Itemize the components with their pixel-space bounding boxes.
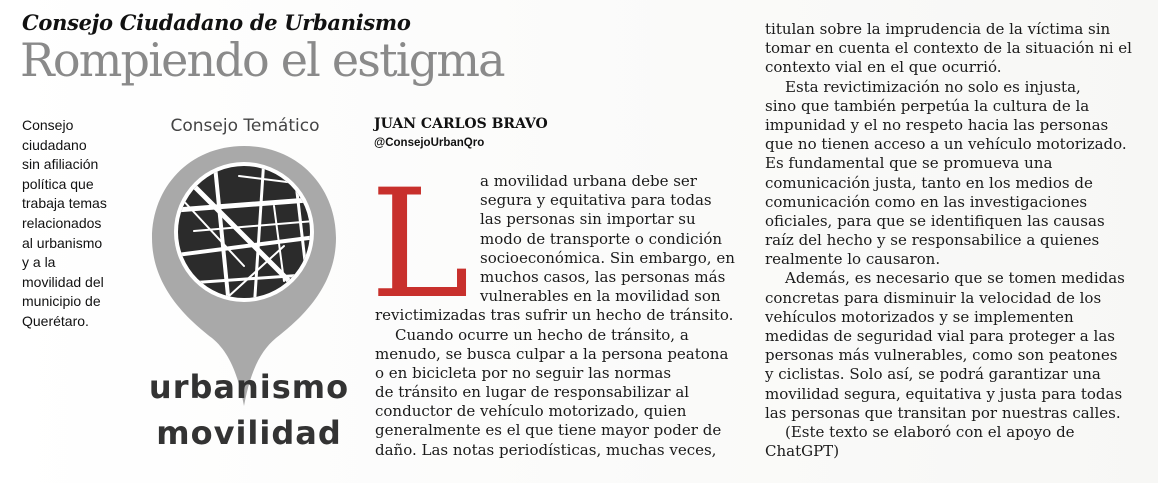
paragraph-line: a movilidad urbana debe ser <box>480 172 697 190</box>
paragraph-line: conductor de vehículo motorizado, quien <box>375 402 687 421</box>
section-title: Consejo Ciudadano de Urbanismo <box>22 10 411 35</box>
logo-word-urbanismo: urbanismo <box>148 368 350 406</box>
paragraph-line: y ciclistas. Solo así, se podrá garantizar una <box>765 365 1101 384</box>
paragraph-line: comunicación como en las investigaciones <box>765 192 1088 211</box>
paragraph-line: concretas para disminuir la velocidad de los <box>765 288 1102 307</box>
paragraph-line: medidas de seguridad vial para proteger a las <box>765 327 1115 345</box>
bio-line: trabaja temas <box>22 195 107 212</box>
paragraph-line: impunidad y el no respeto hacia las personas <box>765 115 1109 134</box>
paragraph-line: Cuando ocurre un hecho de tránsito, a <box>395 325 689 344</box>
bio-line: movilidad del <box>22 273 104 290</box>
author-bio <box>22 116 120 332</box>
paragraph-line: socioeconómica. Sin embargo, en <box>480 248 735 267</box>
bio-line: sin afiliación <box>22 156 99 173</box>
bio-line: ciudadano <box>22 136 87 153</box>
paragraph-line: contexto vial en el que ocurrió. <box>765 58 1002 77</box>
paragraph-line: titulan sobre la imprudencia de la víctima sin <box>765 20 1111 38</box>
logo-top-text: Consejo Temático <box>170 116 320 136</box>
paragraph-line: Esta revictimización no solo es injusta, <box>785 77 1081 96</box>
consejo-tematico-logo <box>134 106 356 460</box>
paragraph-line: las personas sin importar su <box>480 210 696 229</box>
paragraph-line: Además, es necesario que se tomen medidas <box>785 269 1125 288</box>
author-handle: @ConsejoUrbanQro <box>374 137 485 149</box>
article-column-2 <box>765 20 1132 461</box>
bio-line: Consejo <box>22 117 74 133</box>
drop-cap: L <box>370 158 470 332</box>
paragraph-line: Es fundamental que se promueva una <box>765 154 1053 173</box>
paragraph-line: daño. Las notas periodísticas, muchas veces, <box>375 440 717 459</box>
paragraph-line: muchos casos, las personas más <box>480 267 726 286</box>
headline: Rompiendo el estigma <box>20 33 504 87</box>
paragraph-line: que no tienen acceso a un vehículo motorizado. <box>765 135 1127 154</box>
paragraph-line: de tránsito en lugar de responsabilizar al <box>375 383 690 402</box>
bio-line: y a la <box>22 254 56 271</box>
map-pin-icon <box>134 106 356 460</box>
paragraph-line: movilidad segura, equitativa y justa para todas <box>765 384 1123 403</box>
paragraph-line: vulnerables en la movilidad son <box>480 287 721 306</box>
paragraph-line: generalmente es el que tiene mayor poder de <box>375 421 722 440</box>
paragraph-line: realmente lo causaron. <box>765 250 941 269</box>
paragraph-line: sino que también perpetúa la cultura de la <box>765 96 1090 115</box>
paragraph-line: (Este texto se elaboró con el apoyo de <box>785 422 1075 441</box>
logo-word-movilidad: movilidad <box>156 414 342 452</box>
paragraph-line: raíz del hecho y se responsabilice a quienes <box>765 231 1100 250</box>
paragraph-line: segura y equitativa para todas <box>480 191 712 210</box>
paragraph-line: modo de transporte o condición <box>480 229 723 248</box>
article-column-1 <box>375 172 735 460</box>
paragraph-line: oficiales, para que se identifiquen las causas <box>765 211 1105 230</box>
paragraph-line: revictimizadas tras sufrir un hecho de tránsito. <box>375 306 734 325</box>
paragraph-line: vehículos motorizados y se implementen <box>765 307 1074 326</box>
bio-line: relacionados <box>22 214 102 231</box>
bio-line: Querétaro. <box>22 312 89 329</box>
paragraph-line: personas más vulnerables, como son peatones <box>765 346 1118 365</box>
paragraph-line: menudo, se busca culpar a la persona peatona <box>375 344 729 363</box>
paragraph-line: las personas que transitan por nuestras calles. <box>765 403 1121 422</box>
paragraph-line: ChatGPT) <box>765 442 840 461</box>
paragraph-line: comunicación justa, tanto en los medios de <box>765 173 1093 192</box>
bio-line: al urbanismo <box>22 234 103 251</box>
paragraph-line: tomar en cuenta el contexto de la situación ni el <box>765 39 1132 58</box>
paragraph-line: o en bicicleta por no seguir las normas <box>375 363 672 382</box>
bio-line: municipio de <box>22 293 101 310</box>
bio-line: política que <box>22 175 94 192</box>
author-name: JUAN CARLOS BRAVO <box>374 116 548 132</box>
